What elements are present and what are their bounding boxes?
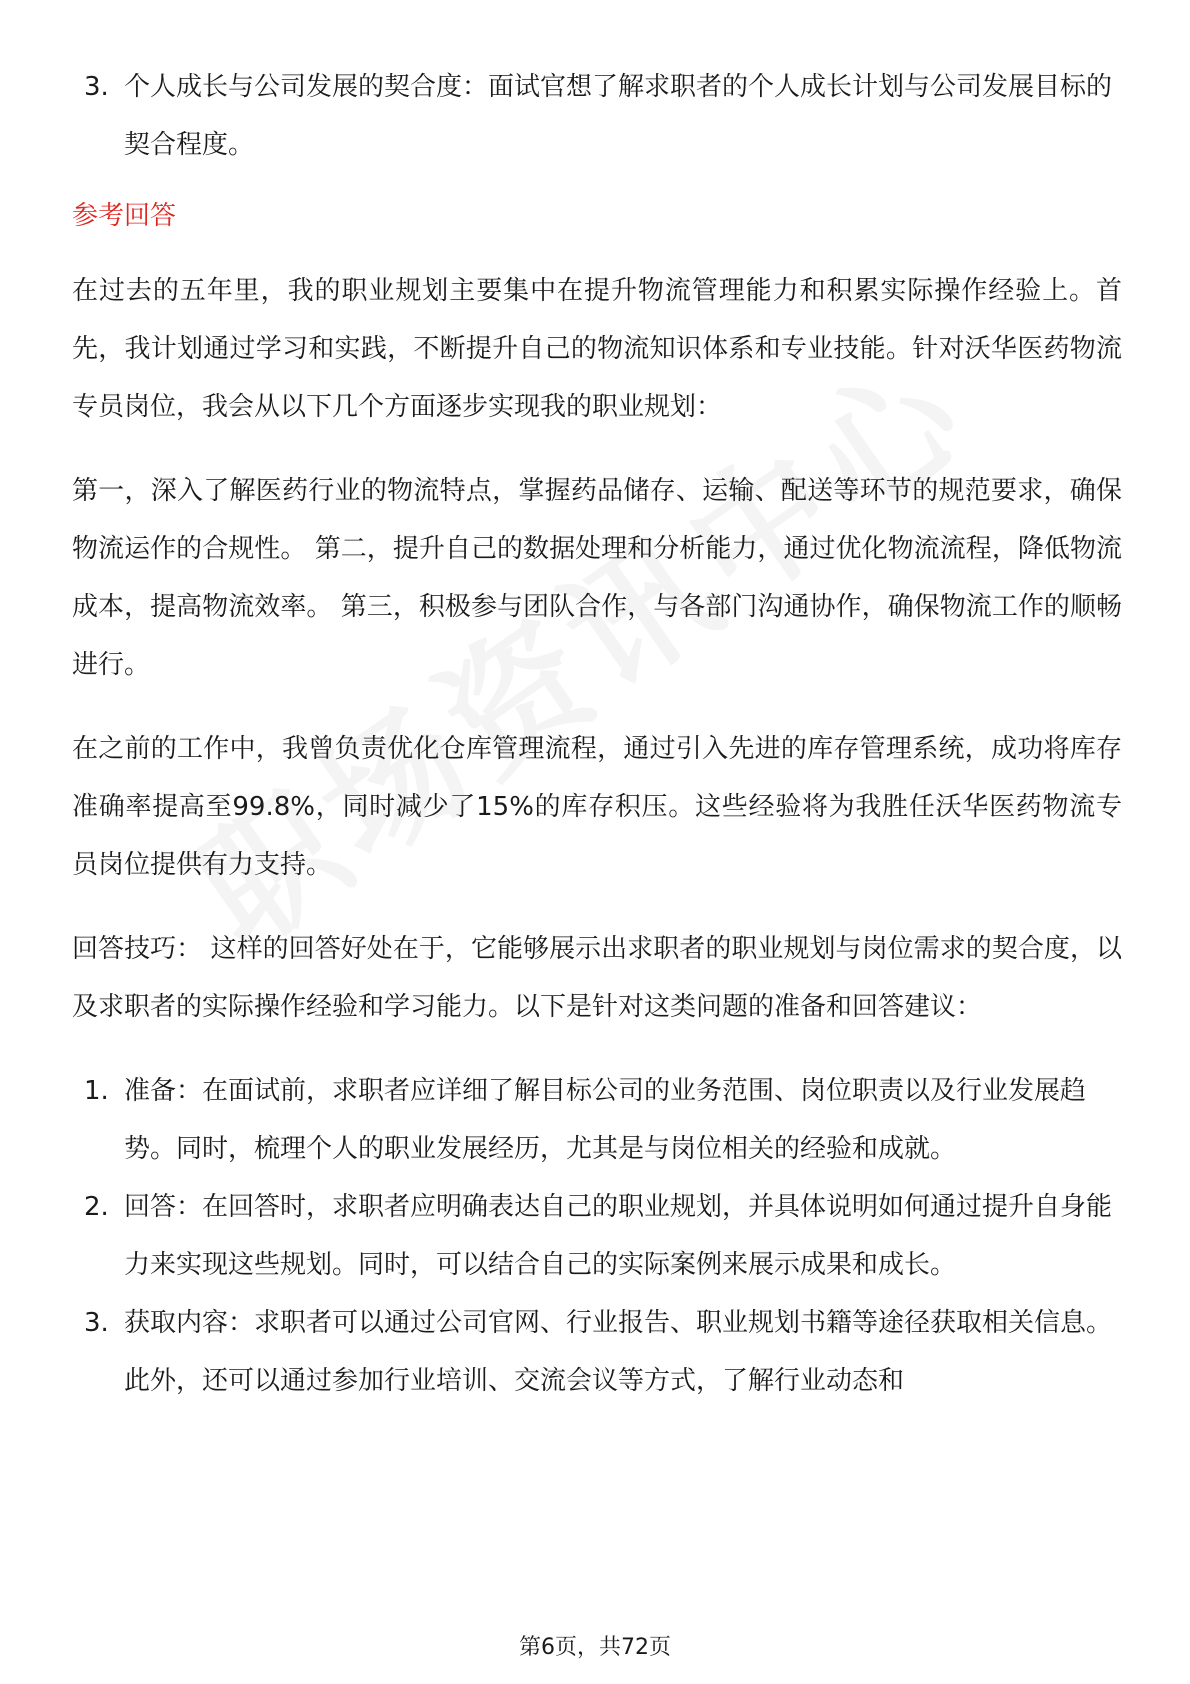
list-item-number: 1.	[84, 1076, 109, 1106]
page-content	[72, 58, 1122, 1410]
answer-paragraph: 在之前的工作中，我曾负责优化仓库管理流程，通过引入先进的库存管理系统，成功将库存准确率提高至99.8%，同时减少了15%的库存积压。这些经验将为我胜任沃华医药物流专员岗位提供有力支持。	[72, 734, 1122, 880]
list-item-text: 获取内容：求职者可以通过公司官网、行业报告、职业规划书籍等途径获取相关信息。此外，还可以通过参加行业培训、交流会议等方式，了解行业动态和	[124, 1308, 1113, 1396]
list-item	[72, 58, 1122, 174]
list-item-number: 3.	[84, 72, 109, 102]
section-heading: 参考回答	[72, 201, 177, 231]
list-item	[72, 1178, 1122, 1294]
list-item-text: 个人成长与公司发展的契合度：面试官想了解求职者的个人成长计划与公司发展目标的契合程度。	[124, 72, 1113, 160]
list-item	[72, 1062, 1122, 1178]
page-footer: 第6页，共72页	[519, 1635, 671, 1660]
list-item-number: 3.	[84, 1308, 109, 1338]
tips-list	[72, 1062, 1122, 1410]
criteria-list	[72, 58, 1122, 174]
tips-paragraph: 回答技巧： 这样的回答好处在于，它能够展示出求职者的职业规划与岗位需求的契合度，以及求职者的实际操作经验和学习能力。以下是针对这类问题的准备和回答建议：	[72, 934, 1122, 1022]
list-item-text: 准备：在面试前，求职者应详细了解目标公司的业务范围、岗位职责以及行业发展趋势。同时，梳理个人的职业发展经历，尤其是与岗位相关的经验和成就。	[124, 1076, 1087, 1164]
list-item-text: 回答：在回答时，求职者应明确表达自己的职业规划，并具体说明如何通过提升自身能力来实现这些规划。同时，可以结合自己的实际案例来展示成果和成长。	[124, 1192, 1113, 1280]
list-item-number: 2.	[84, 1192, 109, 1222]
list-item	[72, 1294, 1122, 1410]
answer-paragraph: 第一，深入了解医药行业的物流特点，掌握药品储存、运输、配送等环节的规范要求，确保物流运作的合规性。 第二，提升自己的数据处理和分析能力，通过优化物流流程，降低物流成本，提高物流效率。 第三，积极参与团队合作，与各部门沟通协作，确保物流工作的顺畅进行。	[72, 476, 1122, 680]
answer-paragraph: 在过去的五年里，我的职业规划主要集中在提升物流管理能力和积累实际操作经验上。首先，我计划通过学习和实践，不断提升自己的物流知识体系和专业技能。针对沃华医药物流专员岗位，我会从以下几个方面逐步实现我的职业规划：	[72, 276, 1122, 422]
